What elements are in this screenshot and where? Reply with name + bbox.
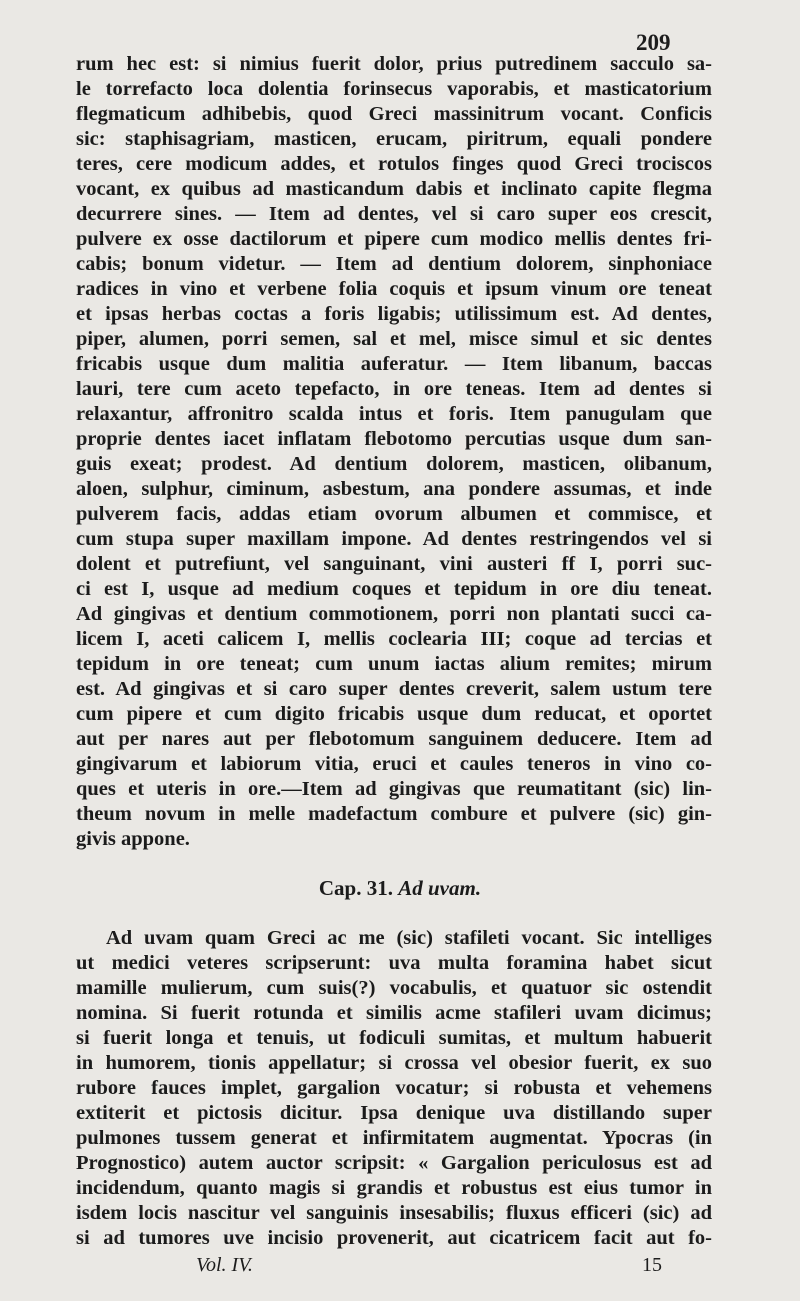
text-line: aloen, sulphur, ciminum, asbestum, ana pondere assumas, et inde <box>76 478 712 500</box>
text-line: piper, alumen, porri semen, sal et mel, misce simul et sic dentes <box>76 328 712 350</box>
text-line: licem I, aceti calicem I, mellis coclearia III; coque ad tercias et <box>76 628 712 650</box>
text-line: Ad gingivas et dentium commotionem, porri non plantati succi ca- <box>76 603 712 625</box>
text-line: pulmones tussem generat et infirmitatem augmentat. Ypocras (in <box>76 1127 712 1149</box>
text-line: cabis; bonum videtur. — Item ad dentium dolorem, sinphoniace <box>76 253 712 275</box>
text-line: vocant, ex quibus ad masticandum dabis et inclinato capite flegma <box>76 178 712 200</box>
text-line: le torrefacto loca dolentia forinsecus vaporabis, et masticatorium <box>76 78 712 100</box>
text-line: theum novum in melle madefactum combure et pulvere (sic) gin- <box>76 803 712 825</box>
text-line: decurrere sines. — Item ad dentes, vel si caro super eos crescit, <box>76 203 712 225</box>
text-line: est. Ad gingivas et si caro super dentes creverit, salem ustum tere <box>76 678 712 700</box>
text-line: Prognostico) autem auctor scripsit: « Gargalion periculosus est ad <box>76 1152 712 1174</box>
text-line: guis exeat; prodest. Ad dentium dolorem, masticen, olibanum, <box>76 453 712 475</box>
text-line: pulvere ex osse dactilorum et pipere cum modico mellis dentes fri- <box>76 228 712 250</box>
page-number: 209 <box>636 30 671 55</box>
paragraph-ad-uvam <box>76 926 712 1251</box>
text-line: cum stupa super maxillam impone. Ad dentes restringendos vel si <box>76 528 712 550</box>
text-line: Ad uvam quam Greci ac me (sic) stafileti vocant. Sic intelliges <box>106 927 712 949</box>
chapter-label: Cap. 31. <box>318 876 393 900</box>
text-line: sic: staphisagriam, masticen, erucam, piritrum, equali pondere <box>76 128 712 150</box>
footer-volume: Vol. IV. <box>196 1254 253 1276</box>
text-line: teres, cere modicum addes, et rotulos finges quod Greci trociscos <box>76 153 712 175</box>
text-line: rubore fauces implet, gargalion vocatur; si robusta et vehemens <box>76 1077 712 1099</box>
text-line: si ad tumores uve incisio provenerit, aut cicatricem facit aut fo- <box>76 1227 712 1249</box>
text-line: extiterit et pictosis dicitur. Ipsa denique uva distillando super <box>76 1102 712 1124</box>
text-line: si fuerit longa et tenuis, ut fodiculi sumitas, et multum habuerit <box>76 1027 712 1049</box>
text-line: lauri, tere cum aceto tepefacto, in ore teneas. Item ad dentes si <box>76 378 712 400</box>
text-line: ci est I, usque ad medium coques et tepidum in ore diu teneat. <box>76 578 712 600</box>
chapter-heading <box>0 876 800 901</box>
text-line: flegmaticum adhibebis, quod Greci massinitrum vocant. Conficis <box>76 103 712 125</box>
text-line: pulverem facis, addas etiam ovorum albumen et commisce, et <box>76 503 712 525</box>
text-line: radices in vino et verbene folia coquis et ipsum vinum ore teneat <box>76 278 712 300</box>
text-line: ut medici veteres scripserunt: uva multa foramina habet sicut <box>76 952 712 974</box>
text-line: proprie dentes iacet inflatam flebotomo percutias usque dum san- <box>76 428 712 450</box>
chapter-title: Ad uvam. <box>398 876 482 900</box>
text-line: nomina. Si fuerit rotunda et similis acme stafileri uvam dicimus; <box>76 1002 712 1024</box>
paragraph-remedies-teeth <box>76 52 712 852</box>
text-line: fricabis usque dum malitia auferatur. — Item libanum, baccas <box>76 353 712 375</box>
text-line: incidendum, quanto magis si grandis et robustus est eius tumor in <box>76 1177 712 1199</box>
text-line: in humorem, tionis appellatur; si crossa vel obesior fuerit, ex suo <box>76 1052 712 1074</box>
text-line: tepidum in ore teneat; cum unum iactas alium remites; mirum <box>76 653 712 675</box>
footer-signature: 15 <box>642 1254 662 1276</box>
text-line: givis appone. <box>76 828 190 850</box>
text-line: mamille mulierum, cum suis(?) vocabulis, et quatuor sic ostendit <box>76 977 712 999</box>
text-line: isdem locis nascitur vel sanguinis insesabilis; fluxus efficeri (sic) ad <box>76 1202 712 1224</box>
text-line: gingivarum et labiorum vitia, eruci et caules teneros in vino co- <box>76 753 712 775</box>
text-line: ques et uteris in ore.—Item ad gingivas que reumatitant (sic) lin- <box>76 778 712 800</box>
text-line: relaxantur, affronitro scalda intus et foris. Item panugulam que <box>76 403 712 425</box>
text-line: rum hec est: si nimius fuerit dolor, prius putredinem sacculo sa- <box>76 53 712 75</box>
text-line: dolent et putrefiunt, vel sanguinant, vini austeri ff I, porri suc- <box>76 553 712 575</box>
text-line: aut per nares aut per flebotomum sanguinem deducere. Item ad <box>76 728 712 750</box>
text-line: et ipsas herbas coctas a foris ligabis; utilissimum est. Ad dentes, <box>76 303 712 325</box>
text-line: cum pipere et cum digito fricabis usque dum reducat, et oportet <box>76 703 712 725</box>
